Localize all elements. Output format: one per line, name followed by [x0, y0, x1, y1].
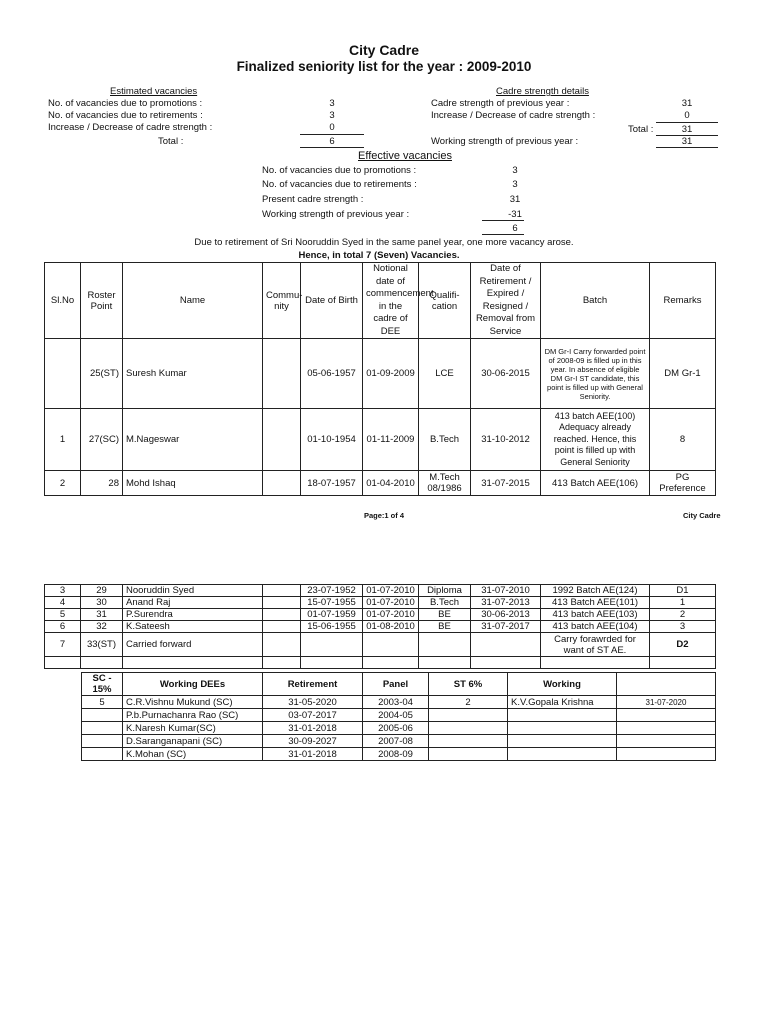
cell-working-name: K.Naresh Kumar(SC) — [123, 722, 263, 735]
cell-community — [263, 597, 301, 609]
cell-dob: 23-07-1952 — [301, 585, 363, 597]
estimated-total-rule — [300, 134, 364, 135]
cell-working — [508, 709, 617, 722]
working-row — [82, 722, 716, 735]
cell-roster: 31 — [81, 609, 123, 621]
cell-retirement: 31-07-2010 — [471, 585, 541, 597]
cell-remarks: PG Preference — [650, 471, 716, 496]
cell-working — [508, 748, 617, 761]
working-row — [82, 709, 716, 722]
cell-community — [263, 621, 301, 633]
estimated-label-3: Increase / Decrease of cadre strength : — [48, 122, 213, 133]
cell-roster: 29 — [81, 585, 123, 597]
cell-retirement: 31-10-2012 — [471, 409, 541, 471]
effective-result-underline — [482, 234, 524, 235]
cell-name: Anand Raj — [123, 597, 263, 609]
cell-qualification: Diploma — [419, 585, 471, 597]
cell-notional — [363, 633, 419, 657]
cell-retirement: 30-06-2013 — [471, 609, 541, 621]
cell-working — [508, 722, 617, 735]
table-row — [45, 471, 716, 496]
cell-roster: 28 — [81, 471, 123, 496]
cell-remarks: 1 — [650, 597, 716, 609]
cell-roster: 27(SC) — [81, 409, 123, 471]
cell-working-name: C.R.Vishnu Mukund (SC) — [123, 696, 263, 709]
page-subtitle: Finalized seniority list for the year : 2009-2010 — [236, 59, 532, 74]
estimated-label-1: No. of vacancies due to promotions : — [48, 98, 203, 109]
cell-dob: 05-06-1957 — [301, 339, 363, 409]
estimated-heading: Estimated vacancies — [110, 86, 198, 97]
cell-working-date — [617, 709, 716, 722]
cell-sc — [82, 748, 123, 761]
cell-working-panel: 2007-08 — [363, 735, 429, 748]
cell-batch: 1992 Batch AE(124) — [541, 585, 650, 597]
cell-community — [263, 471, 301, 496]
cell-sc — [82, 722, 123, 735]
cell-slno: 7 — [45, 633, 81, 657]
effective-label-1: No. of vacancies due to promotions : — [262, 165, 417, 176]
cell-working-st — [429, 748, 508, 761]
cell-remarks: D1 — [650, 585, 716, 597]
cell-roster: 33(ST) — [81, 633, 123, 657]
cell-remarks: 2 — [650, 609, 716, 621]
cell-working-date — [617, 722, 716, 735]
effective-label-4: Working strength of previous year : — [262, 209, 410, 220]
estimated-total-label: Total : — [158, 136, 184, 147]
cell-retirement: 31-07-2013 — [471, 597, 541, 609]
col-header-notional: Notional date of commencement in the cadre of DEE — [363, 263, 419, 339]
cell-slno: 6 — [45, 621, 81, 633]
cell-working-name: K.Mohan (SC) — [123, 748, 263, 761]
seniority-table-page2 — [44, 584, 716, 669]
cell-community — [263, 409, 301, 471]
cell-remarks: 3 — [650, 621, 716, 633]
cell-working-date: 31-07-2020 — [617, 696, 716, 709]
cell-working-retirement: 03-07-2017 — [263, 709, 363, 722]
total-vacancies-note: Hence, in total 7 (Seven) Vacancies. — [298, 250, 460, 261]
cell-batch: 413 Batch AEE(106) — [541, 471, 650, 496]
cell-name: M.Nageswar — [123, 409, 263, 471]
cell-remarks: DM Gr-1 — [650, 339, 716, 409]
cell-slno: 2 — [45, 471, 81, 496]
cell-community — [263, 609, 301, 621]
cell-notional: 01-07-2010 — [363, 597, 419, 609]
effective-heading: Effective vacancies — [358, 150, 452, 162]
cadre-total-label: Total : — [628, 124, 654, 135]
cadre-working-value: 31 — [681, 136, 693, 147]
cadre-label-2: Increase / Decrease of cadre strength : — [431, 110, 596, 121]
effective-value-3: 31 — [509, 194, 521, 205]
cell-working: K.V.Gopala Krishna — [508, 696, 617, 709]
cadre-total-value: 31 — [681, 124, 693, 135]
col-header-slno: Sl.No — [45, 263, 81, 339]
estimated-value-3: 0 — [329, 122, 335, 133]
cell-working-st — [429, 735, 508, 748]
cell-working-date — [617, 735, 716, 748]
cell-working-retirement: 31-05-2020 — [263, 696, 363, 709]
cell-retirement — [471, 633, 541, 657]
col-header-panel: Panel — [363, 673, 429, 696]
cell-slno — [45, 339, 81, 409]
cell-working-panel: 2005-06 — [363, 722, 429, 735]
page-number: Page:1 of 4 — [364, 511, 405, 520]
cell-qualification: LCE — [419, 339, 471, 409]
cell-remarks: 8 — [650, 409, 716, 471]
cell-working-retirement: 31-01-2018 — [263, 722, 363, 735]
cell-working-st — [429, 722, 508, 735]
cell-notional: 01-07-2010 — [363, 585, 419, 597]
cadre-working-underline — [656, 147, 718, 148]
cadre-value-1: 31 — [681, 98, 693, 109]
col-header-working-dees: Working DEEs — [123, 673, 263, 696]
cell-working — [508, 735, 617, 748]
cell-slno: 3 — [45, 585, 81, 597]
cell-working-st: 2 — [429, 696, 508, 709]
effective-result: 6 — [512, 223, 518, 234]
cell-retirement: 31-07-2015 — [471, 471, 541, 496]
col-header-remarks: Remarks — [650, 263, 716, 339]
cell-qualification: M.Tech 08/1986 — [419, 471, 471, 496]
footer-label: City Cadre — [683, 511, 721, 520]
cell-community — [263, 585, 301, 597]
effective-label-2: No. of vacancies due to retirements : — [262, 179, 417, 190]
cell-retirement: 31-07-2017 — [471, 621, 541, 633]
cell-roster: 30 — [81, 597, 123, 609]
cell-roster: 25(ST) — [81, 339, 123, 409]
col-header-community: Commu-nity — [263, 263, 301, 339]
cell-sc: 5 — [82, 696, 123, 709]
cell-working-st — [429, 709, 508, 722]
cell-qualification: BE — [419, 621, 471, 633]
table-row — [45, 409, 716, 471]
cell-community — [263, 339, 301, 409]
effective-value-1: 3 — [512, 165, 518, 176]
cell-working-name: D.Saranganapani (SC) — [123, 735, 263, 748]
cell-sc — [82, 709, 123, 722]
cell-working-date — [617, 748, 716, 761]
cell-dob: 15-06-1955 — [301, 621, 363, 633]
col-header-batch: Batch — [541, 263, 650, 339]
cell-qualification: B.Tech — [419, 409, 471, 471]
cell-name: K.Sateesh — [123, 621, 263, 633]
col-header-roster: Roster Point — [81, 263, 123, 339]
cell-dob: 01-07-1959 — [301, 609, 363, 621]
cell-name: Carried forward — [123, 633, 263, 657]
table-header-row — [45, 263, 716, 339]
col-header-retirement: Retirement — [263, 673, 363, 696]
cell-sc — [82, 735, 123, 748]
cell-community — [263, 633, 301, 657]
col-header-working: Working — [508, 673, 617, 696]
table-row — [45, 609, 716, 621]
estimated-total-underline — [300, 147, 364, 148]
cell-dob — [301, 633, 363, 657]
cell-batch: 413 batch AEE(100) Adequacy already reached. Hence, this point is filled up with General Seniority — [541, 409, 650, 471]
working-row — [82, 735, 716, 748]
page-title: City Cadre — [348, 42, 420, 58]
estimated-label-2: No. of vacancies due to retirements : — [48, 110, 203, 121]
cadre-working-label: Working strength of previous year : — [431, 136, 579, 147]
cell-dob: 15-07-1955 — [301, 597, 363, 609]
effective-value-4: -31 — [508, 209, 522, 220]
effective-label-3: Present cadre strength : — [262, 194, 364, 205]
cell-name: P.Surendra — [123, 609, 263, 621]
cell-roster: 32 — [81, 621, 123, 633]
cell-batch: 413 Batch AEE(101) — [541, 597, 650, 609]
working-row — [82, 748, 716, 761]
col-header-st: ST 6% — [429, 673, 508, 696]
table-row-empty — [45, 657, 716, 669]
cell-qualification — [419, 633, 471, 657]
cell-notional: 01-07-2010 — [363, 609, 419, 621]
retirement-note: Due to retirement of Sri Nooruddin Syed in the same panel year, one more vacancy arose. — [194, 237, 574, 248]
cell-name: Nooruddin Syed — [123, 585, 263, 597]
estimated-total-value: 6 — [329, 136, 335, 147]
table-row — [45, 633, 716, 657]
cell-slno: 1 — [45, 409, 81, 471]
col-header-qualification: Qualifi-cation — [419, 263, 471, 339]
effective-value-2: 3 — [512, 179, 518, 190]
table-row — [45, 585, 716, 597]
seniority-table-page1 — [44, 262, 716, 496]
cell-batch: 413 batch AEE(104) — [541, 621, 650, 633]
cell-working-retirement: 31-01-2018 — [263, 748, 363, 761]
effective-result-rule — [482, 220, 524, 221]
cell-remarks: D2 — [650, 633, 716, 657]
cell-notional: 01-09-2009 — [363, 339, 419, 409]
col-header-sc: SC - 15% — [82, 673, 123, 696]
cadre-label-1: Cadre strength of previous year : — [431, 98, 570, 109]
cell-slno: 5 — [45, 609, 81, 621]
cell-notional: 01-04-2010 — [363, 471, 419, 496]
cell-working-panel: 2008-09 — [363, 748, 429, 761]
cell-retirement: 30-06-2015 — [471, 339, 541, 409]
cell-slno: 4 — [45, 597, 81, 609]
working-dees-table — [81, 672, 716, 761]
col-header-retirement: Date of Retirement / Expired / Resigned / Removal from Service — [471, 263, 541, 339]
estimated-value-1: 3 — [329, 98, 335, 109]
cell-dob: 18-07-1957 — [301, 471, 363, 496]
cell-working-retirement: 30-09-2027 — [263, 735, 363, 748]
table-row — [45, 621, 716, 633]
cell-batch: Carry forawrded for want of ST AE. — [541, 633, 650, 657]
cell-name: Suresh Kumar — [123, 339, 263, 409]
working-header-row — [82, 673, 716, 696]
cell-working-panel: 2003-04 — [363, 696, 429, 709]
cell-working-panel: 2004-05 — [363, 709, 429, 722]
cell-dob: 01-10-1954 — [301, 409, 363, 471]
cell-notional: 01-11-2009 — [363, 409, 419, 471]
col-header-dob: Date of Birth — [301, 263, 363, 339]
table-row — [45, 339, 716, 409]
cell-batch: DM Gr-I Carry forwarded point of 2008-09 is filled up in this year. In absence of eligible DM Gr-I ST candidate, this point is filled up with General Seniority. — [541, 339, 650, 409]
estimated-value-2: 3 — [329, 110, 335, 121]
cell-notional: 01-08-2010 — [363, 621, 419, 633]
cell-qualification: BE — [419, 609, 471, 621]
cadre-value-2: 0 — [684, 110, 690, 121]
cell-qualification: B.Tech — [419, 597, 471, 609]
cadre-total-rule — [656, 122, 718, 123]
cadre-heading: Cadre strength details — [496, 86, 589, 97]
table-row — [45, 597, 716, 609]
cell-working-name: P.b.Purnachanra Rao (SC) — [123, 709, 263, 722]
col-header-name: Name — [123, 263, 263, 339]
cell-name: Mohd Ishaq — [123, 471, 263, 496]
working-row — [82, 696, 716, 709]
cell-batch: 413 batch AEE(103) — [541, 609, 650, 621]
